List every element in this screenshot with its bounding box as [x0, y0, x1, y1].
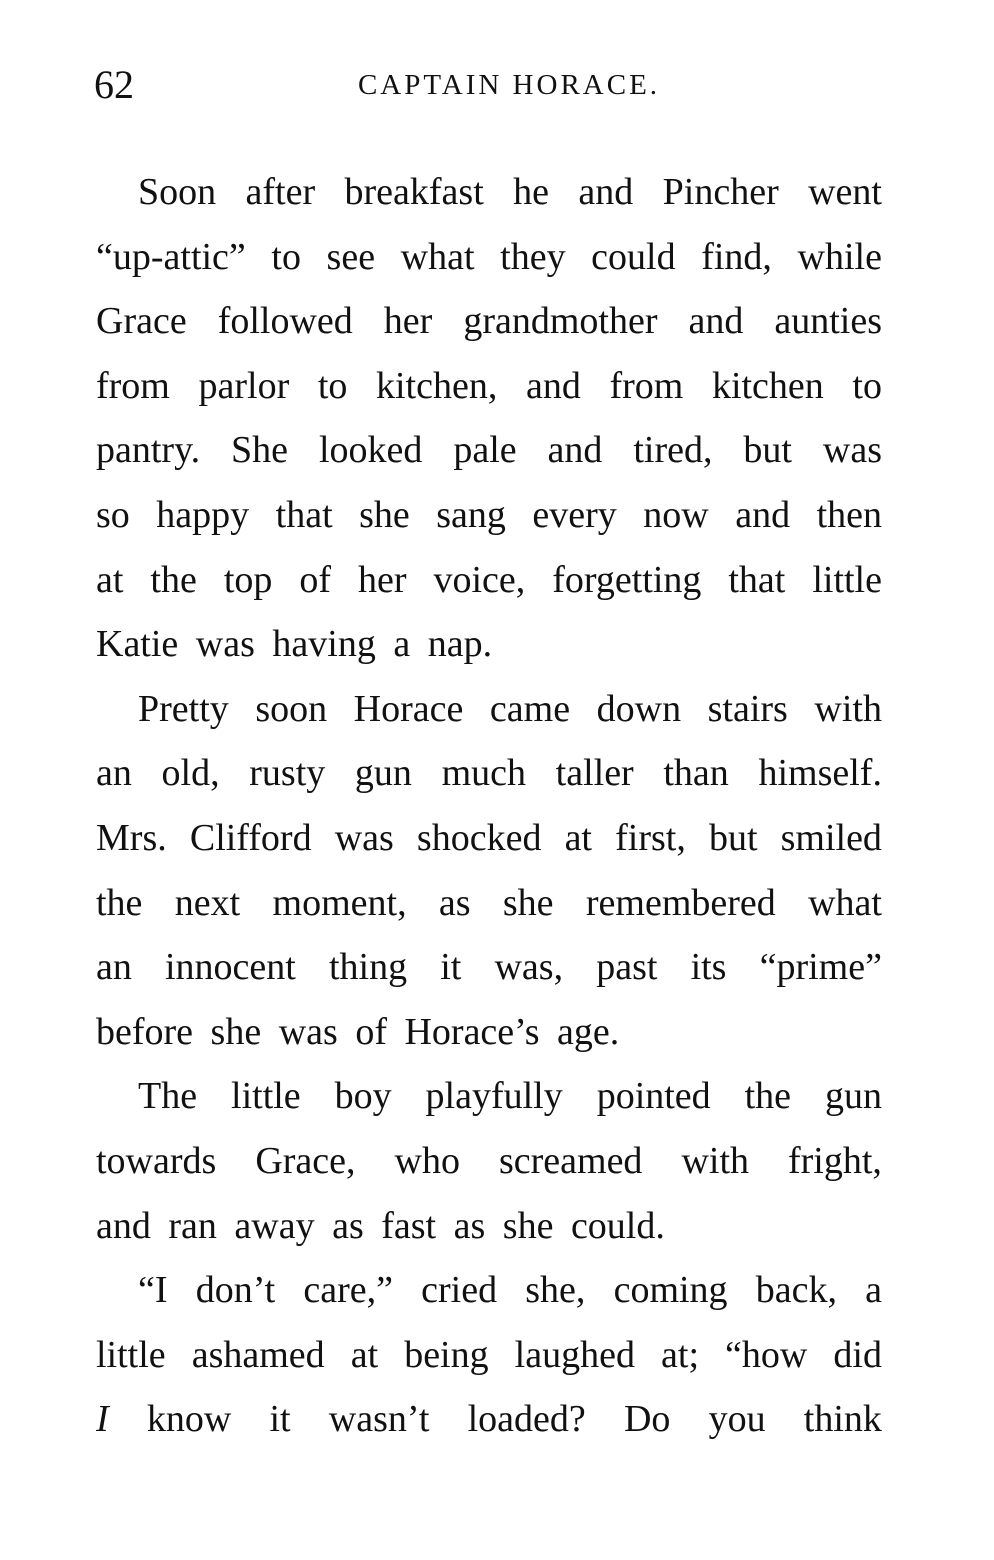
body-text [96, 160, 882, 1452]
text-line: pantry. She looked pale and tired, but was [96, 429, 882, 472]
running-title: CAPTAIN HORACE. [357, 69, 661, 101]
text-line: I know it wasn’t loaded? Do you think [96, 1398, 882, 1441]
text-line: Pretty soon Horace came down stairs with [138, 687, 882, 730]
text-line: towards Grace, who screamed with fright, [96, 1139, 882, 1182]
text-line: from parlor to kitchen, and from kitchen to [96, 364, 882, 407]
page-number: 62 [94, 62, 134, 107]
text-line: an innocent thing it was, past its “prime” [96, 946, 882, 989]
text-line: and ran away as fast as she could. [96, 1204, 665, 1247]
text-line: Mrs. Clifford was shocked at first, but smiled [96, 816, 882, 859]
paragraph-2 [96, 677, 882, 1065]
text-line: little ashamed at being laughed at; “how did [96, 1333, 882, 1376]
text-line: so happy that she sang every now and then [96, 493, 882, 536]
paragraph-3 [96, 1064, 882, 1258]
paragraph-1 [96, 160, 882, 677]
text-line: “up-attic” to see what they could find, while [96, 235, 882, 278]
text-line: “I don’t care,” cried she, coming back, a [138, 1269, 882, 1312]
text-line: Grace followed her grandmother and aunties [96, 300, 882, 343]
running-head [94, 60, 884, 110]
paragraph-4 [96, 1258, 882, 1452]
text-line: at the top of her voice, forgetting that little [96, 558, 882, 601]
text-line: Soon after breakfast he and Pincher went [138, 171, 882, 213]
text-line: Katie was having a nap. [96, 623, 493, 666]
text-line: before she was of Horace’s age. [96, 1010, 620, 1053]
text-line: the next moment, as she remembered what [96, 881, 882, 924]
text-line: The little boy playfully pointed the gun [138, 1075, 882, 1118]
text-line: an old, rusty gun much taller than himself. [96, 752, 882, 795]
